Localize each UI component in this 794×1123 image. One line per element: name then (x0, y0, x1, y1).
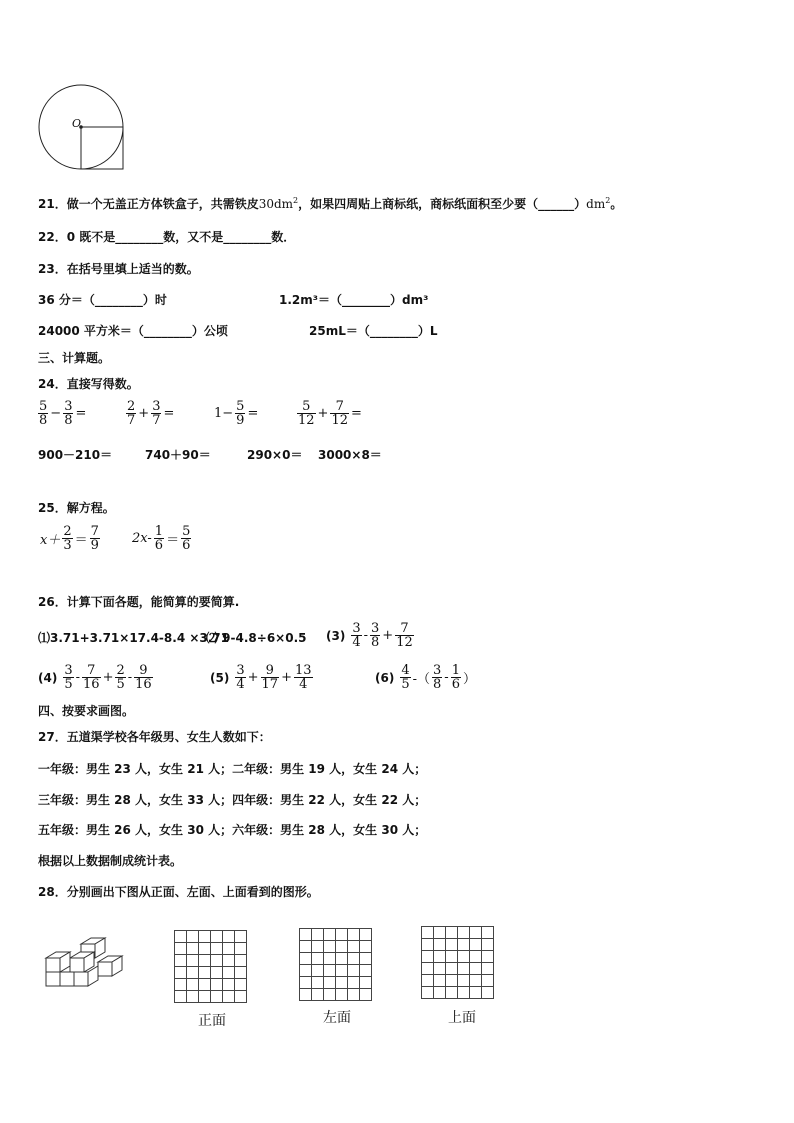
section-3-heading: 三、计算题。 (38, 351, 111, 365)
denominator: 9 (236, 413, 245, 428)
numerator: 2 (63, 524, 72, 539)
left-view-label: 左面 (323, 1010, 351, 1026)
fraction (126, 400, 136, 427)
numerator: 2 (127, 399, 136, 414)
numerator: 5 (236, 399, 245, 414)
q21-unit-exp: 2 (605, 196, 611, 205)
operator: + (247, 670, 259, 685)
fraction (151, 400, 161, 427)
equals: ＝ (74, 533, 88, 548)
fraction (38, 400, 48, 427)
numerator: 3 (152, 399, 161, 414)
fraction (400, 664, 410, 691)
denominator: 7 (152, 413, 161, 428)
denominator: 3 (63, 538, 72, 553)
q24-frac-3 (214, 400, 258, 427)
q24-frac-2 (126, 400, 174, 427)
numerator: 3 (352, 621, 361, 636)
denominator: 8 (433, 677, 442, 692)
fraction (235, 664, 245, 691)
top-view-label: 上面 (448, 1010, 476, 1026)
question-21 (38, 193, 622, 212)
operator: + (138, 406, 150, 421)
q21-end: 。 (610, 197, 623, 211)
numerator: 1 (154, 524, 164, 539)
equals: ＝ (166, 533, 180, 548)
question-22: 22．0 既不是________数，又不是________数． (38, 230, 296, 244)
q26-part-6 (375, 664, 476, 691)
question-26-title: 26．计算下面各题，能简算的要简算. (38, 595, 240, 609)
q23-item-b: 1.2m³＝（________）dm³ (279, 293, 429, 307)
equals: = (75, 406, 87, 421)
q21-text-b: ，如果四周贴上商标纸，商标纸面积至少要（______） (298, 197, 587, 211)
fraction (82, 664, 101, 691)
denominator: 4 (299, 677, 308, 692)
denominator: 4 (236, 677, 245, 692)
fraction (351, 622, 361, 649)
circle-center-label: O (72, 117, 82, 130)
denominator: 12 (396, 635, 413, 650)
q27-line-1: 一年级：男生 23 人，女生 21 人；二年级：男生 19 人，女生 24 人； (38, 762, 427, 776)
q24-frac-1 (38, 400, 86, 427)
numerator: 9 (261, 664, 280, 678)
denominator: 4 (352, 635, 361, 650)
fraction (370, 622, 380, 649)
equals: = (163, 406, 175, 421)
numerator: 3 (371, 621, 380, 636)
fraction (115, 664, 125, 691)
fraction (235, 400, 245, 427)
operator: -（ (412, 672, 431, 687)
part-label: (3) (326, 628, 346, 643)
numerator: 5 (182, 524, 191, 539)
numerator: 7 (395, 622, 414, 636)
numerator: 3 (64, 399, 73, 414)
part-label: (4) (38, 670, 58, 685)
fraction (63, 664, 73, 691)
q25-equation-1 (40, 525, 100, 552)
numerator: 3 (64, 663, 73, 678)
question-23-title: 23．在括号里填上适当的数。 (38, 262, 199, 276)
denominator: 8 (371, 635, 380, 650)
q26-part-4 (38, 664, 153, 691)
numerator: 2 (116, 663, 125, 678)
numerator: 3 (236, 663, 245, 678)
denominator: 5 (64, 677, 73, 692)
denominator: 9 (90, 538, 99, 553)
cube-stack-figure (44, 936, 124, 1000)
fraction (90, 525, 100, 552)
numerator: 5 (39, 399, 48, 414)
q27-line-4: 根据以上数据制成统计表。 (38, 854, 183, 868)
fraction (154, 525, 164, 552)
q25-equation-2 (132, 525, 191, 552)
prefix: 2x- (132, 531, 152, 546)
top-view-grid[interactable] (421, 926, 494, 999)
denominator: 5 (116, 677, 125, 692)
numerator: 3 (433, 663, 442, 678)
numerator: 9 (134, 664, 153, 678)
operator: - (75, 670, 81, 685)
denominator: 6 (154, 538, 164, 553)
section-4-heading: 四、按要求画图。 (38, 704, 135, 718)
q24-calc-2: 740＋90＝ (145, 448, 211, 462)
fraction (62, 525, 72, 552)
fraction (395, 622, 414, 649)
front-view-label: 正面 (198, 1013, 226, 1029)
question-25-title: 25．解方程。 (38, 501, 115, 515)
q24-calc-3: 290×0＝ (247, 448, 303, 462)
operator: - (127, 670, 133, 685)
q26-part-2: ⑵ 9-4.8÷6×0.5 (206, 631, 307, 645)
denominator: 17 (261, 677, 279, 692)
circle-figure (36, 84, 128, 176)
q24-frac-4 (297, 400, 362, 427)
denominator: 12 (298, 413, 315, 428)
question-24-title: 24．直接写得数。 (38, 377, 139, 391)
q24-calc-4: 3000×8＝ (318, 448, 382, 462)
question-27-title: 27．五道渠学校各年级男、女生人数如下： (38, 730, 271, 744)
q23-item-a: 36 分＝（________）时 (38, 293, 167, 307)
part-label: (6) (375, 670, 395, 685)
fraction (451, 664, 461, 691)
operator: - (363, 628, 369, 643)
q24-calc-1: 900－210＝ (38, 448, 113, 462)
denominator: 6 (451, 677, 460, 692)
fraction (181, 525, 191, 552)
numerator: 4 (401, 663, 410, 678)
denominator: 5 (401, 677, 410, 692)
prefix: 1− (214, 406, 234, 421)
equals: = (247, 406, 259, 421)
fraction (330, 400, 349, 427)
q27-line-2: 三年级：男生 28 人，女生 33 人；四年级：男生 22 人，女生 22 人； (38, 793, 427, 807)
denominator: 8 (64, 413, 73, 428)
q26-part-5 (210, 664, 313, 691)
q26-part-3 (326, 622, 414, 649)
q27-line-3: 五年级：男生 26 人，女生 30 人；六年级：男生 28 人，女生 30 人； (38, 823, 427, 837)
denominator: 12 (331, 413, 348, 428)
fraction (63, 400, 73, 427)
numerator: 13 (294, 663, 312, 678)
front-view-grid[interactable] (174, 930, 247, 1003)
operator: + (102, 670, 114, 685)
fraction (297, 400, 316, 427)
operator: + (382, 628, 394, 643)
q21-exp: 2 (293, 196, 299, 205)
q23-item-d: 25mL＝（________）L (309, 324, 438, 338)
q23-item-c: 24000 平方米＝（________）公顷 (38, 324, 228, 338)
denominator: 16 (135, 677, 152, 692)
denominator: 16 (83, 677, 100, 692)
question-28-title: 28．分别画出下图从正面、左面、上面看到的图形。 (38, 885, 319, 899)
numerator: 7 (82, 664, 101, 678)
fraction (134, 664, 153, 691)
equals: = (351, 406, 362, 421)
operator: - (444, 670, 449, 685)
closing-paren: ） (462, 672, 476, 687)
operator: + (281, 670, 292, 685)
numerator: 7 (330, 400, 349, 414)
numerator: 1 (451, 663, 460, 678)
numerator: 5 (297, 400, 316, 414)
part-label: (5) (210, 670, 230, 685)
fraction (432, 664, 442, 691)
denominator: 8 (39, 413, 48, 428)
fraction (294, 664, 313, 691)
q21-unit: dm (586, 197, 606, 211)
prefix: x＋ (40, 533, 61, 548)
fraction (261, 664, 280, 691)
denominator: 7 (127, 413, 136, 428)
operator: + (317, 406, 329, 421)
q21-value: 30dm (258, 197, 294, 211)
q21-text-a: 21．做一个无盖正方体铁盒子，共需铁皮 (38, 197, 259, 211)
left-view-grid[interactable] (299, 928, 372, 1001)
numerator: 7 (90, 524, 99, 539)
q26-part-1: ⑴3.71+3.71×17.4-8.4 ×3.71 (38, 631, 230, 645)
denominator: 6 (182, 538, 191, 553)
operator: − (50, 406, 62, 421)
